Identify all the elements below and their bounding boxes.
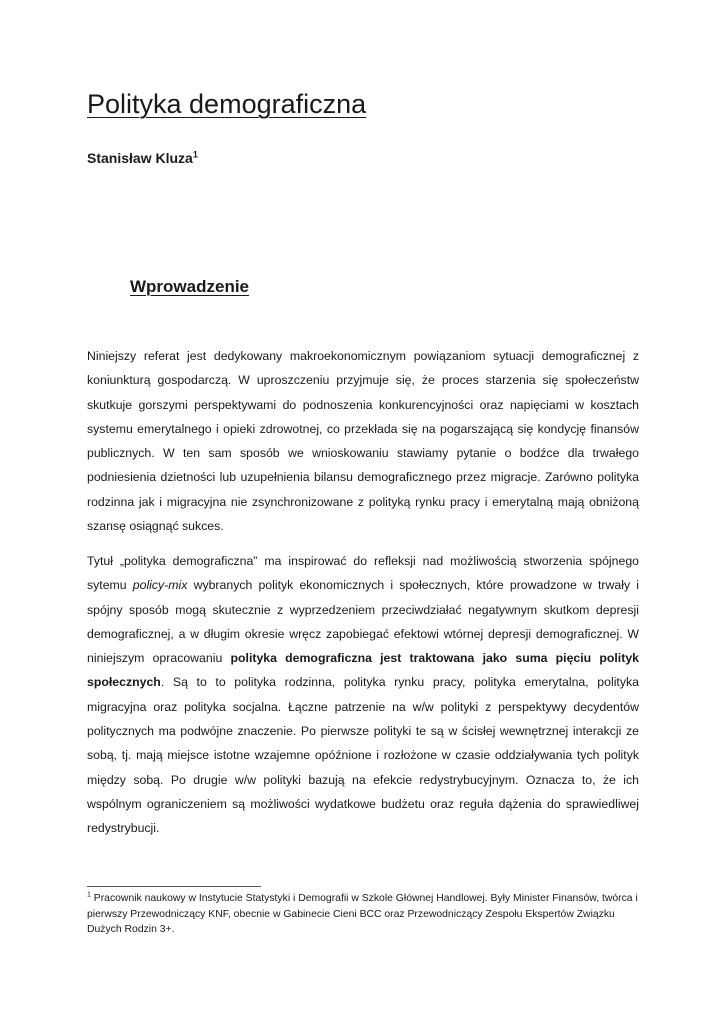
document-title: Polityka demograficzna xyxy=(87,89,367,119)
author-name xyxy=(87,149,198,167)
paragraph-2-italic-term: policy-mix xyxy=(132,578,188,593)
author-footnote-mark: 1 xyxy=(192,149,198,160)
footnote xyxy=(87,891,639,938)
section-heading: Wprowadzenie xyxy=(130,277,250,296)
paragraph-2-bold-text: polityka demograficzna jest traktowana jako suma pięciu polityk społecznych xyxy=(87,651,639,690)
paragraph-2-part-a: Tytuł „polityka demograficzna” ma inspirować do refleksji nad możliwością stworzenia spójnego sytemu xyxy=(87,554,639,593)
footnote-separator xyxy=(87,886,261,887)
paragraph-2 xyxy=(87,549,639,841)
footnote-mark: 1 xyxy=(87,891,91,899)
author-name-text: Stanisław Kluza xyxy=(87,150,193,166)
paragraph-2-part-b: wybranych polityk ekonomicznych i społecznych, które prowadzone w trwały i spójny sposób mogą skutecznie z wyprzedzeniem przeciwdziałać negatywnym skutkom depresji demograficznej, a w długim okresie wręcz zapobiegać efektowi wtórnej depresji demograficznej. W niniejszym opracowaniu xyxy=(87,578,639,666)
paragraph-2-part-c: . Są to to polityka rodzinna, polityka rynku pracy, polityka emerytalna, polityka migracyjna oraz polityka socjalna. Łączne patrzenie na w/w polityki z perspektywy decydentów politycznych ma podwójne znaczenie. Po pierwsze polityki te są w ścisłej wewnętrznej interakcji ze sobą, tj. mają miejsce istotne wzajemne opóźnione i rozłożone w czasie oddziaływania tych polityk między sobą. Po drugie w/w polityki bazują na efekcie redystrybucyjnym. Oznacza to, że ich wspólnym ograniczeniem są możliwości wydatkowe budżetu oraz reguła dążenia do sprawiedliwej redystrybucji. xyxy=(87,675,639,836)
paragraph-1: Niniejszy referat jest dedykowany makroekonomicznym powiązaniom sytuacji demograficznej z koniunkturą gospodarczą. W uproszczeniu przyjmuje się, że proces starzenia się społeczeństw skutkuje gorszymi perspektywami do podnoszenia konkurencyjności oraz napięciami w kosztach systemu emerytalnego i opieki zdrowotnej, co przekłada się na pogarszającą się kondycję finansów publicznych. W ten sam sposób we wnioskowaniu stawiamy pytanie o bodźce dla trwałego podniesienia dzietności lub uzupełnienia bilansu demograficznego przez migracje. Zarówno polityka rodzinna jak i migracyjna nie zsynchronizowane z polityką rynku pracy i emerytalną mają obniżoną szansę osiągnąć sukces. xyxy=(87,349,639,534)
footnote-text: Pracownik naukowy w Instytucie Statystyki i Demografii w Szkole Głównej Handlowej. Były Minister Finansów, twórca i pierwszy Przewodniczący KNF, obecnie w Gabinecie Cieni BCC oraz Przewodniczący Zespołu Ekspertów Związku Dużych Rodzin 3+. xyxy=(87,893,638,935)
